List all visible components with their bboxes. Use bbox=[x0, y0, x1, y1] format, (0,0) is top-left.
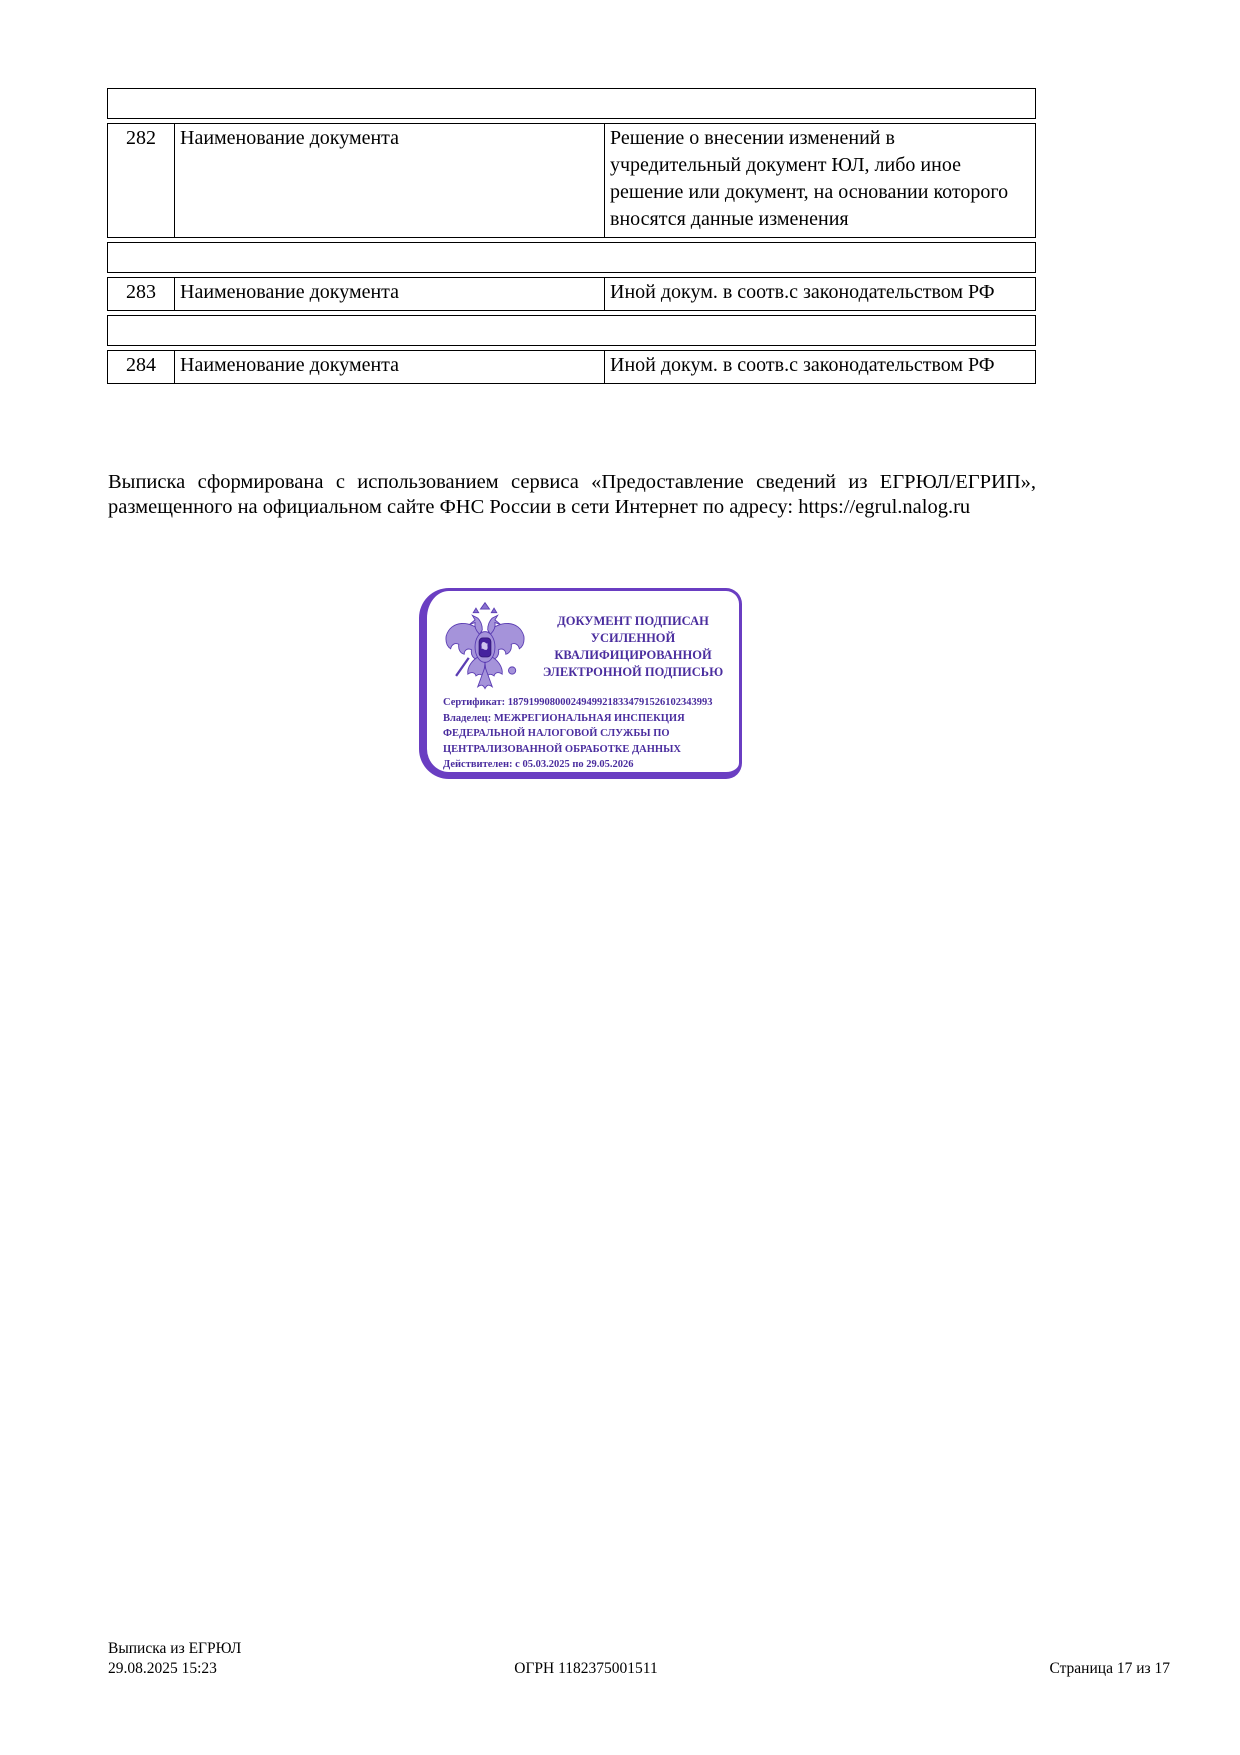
documents-table bbox=[107, 88, 1036, 384]
owner-label: Владелец: bbox=[443, 712, 492, 724]
stamp-title bbox=[531, 613, 731, 681]
table-row bbox=[107, 277, 1036, 311]
row-label: Наименование документа bbox=[174, 278, 604, 310]
footer-doc-name: Выписка из ЕГРЮЛ bbox=[108, 1640, 242, 1657]
validity-value: с 05.03.2025 по 29.05.2026 bbox=[515, 759, 634, 770]
russian-coat-of-arms-icon bbox=[439, 600, 531, 694]
table-separator-row bbox=[107, 242, 1036, 273]
stamp-details bbox=[439, 695, 731, 773]
validity-label: Действителен: bbox=[443, 759, 513, 770]
stamp-title-line3: ЭЛЕКТРОННОЙ ПОДПИСЬЮ bbox=[542, 665, 724, 679]
footer-page-number: Страница 17 из 17 bbox=[1049, 1660, 1170, 1677]
certificate-line bbox=[443, 695, 731, 711]
row-number: 282 bbox=[126, 127, 156, 149]
table-row bbox=[107, 350, 1036, 384]
footer-ogrn: ОГРН 1182375001511 bbox=[514, 1660, 658, 1677]
intro-paragraph: Выписка сформирована с использованием сервиса «Предоставление сведений из ЕГРЮЛ/ЕГРИП», размещенного на официальном сайте ФНС России в сети Интернет по адресу: https://egrul.nalog.ru bbox=[108, 471, 1036, 518]
stamp-title-line2: УСИЛЕННОЙ КВАЛИФИЦИРОВАННОЙ bbox=[554, 631, 712, 662]
table-row bbox=[107, 123, 1036, 238]
certificate-label: Сертификат: bbox=[443, 697, 506, 708]
table-separator-row bbox=[107, 315, 1036, 346]
stamp-top-section bbox=[439, 600, 731, 694]
row-value: Иной докум. в соотв.с законодательством РФ bbox=[604, 351, 1035, 383]
row-number: 283 bbox=[126, 281, 156, 303]
table-separator-row bbox=[107, 88, 1036, 119]
row-label: Наименование документа bbox=[174, 124, 604, 237]
stamp-title-line1: ДОКУМЕНТ ПОДПИСАН bbox=[557, 614, 709, 628]
row-value: Иной докум. в соотв.с законодательством РФ bbox=[604, 278, 1035, 310]
certificate-value: 187919908000249499218334791526102343993 bbox=[507, 697, 713, 708]
row-label: Наименование документа bbox=[174, 351, 604, 383]
owner-value: МЕЖРЕГИОНАЛЬНАЯ ИНСПЕКЦИЯ ФЕДЕРАЛЬНОЙ НАЛОГОВОЙ СЛУЖБЫ ПО ЦЕНТРАЛИЗОВАННОЙ ОБРАБОТКЕ ДАННЫХ bbox=[443, 712, 685, 755]
owner-line bbox=[443, 711, 731, 758]
footer-datetime: 29.08.2025 15:23 bbox=[108, 1660, 217, 1677]
row-value: Решение о внесении изменений в учредительный документ ЮЛ, либо иное решение или документ, на основании которого вносятся данные изменения bbox=[604, 124, 1035, 237]
signature-stamp bbox=[419, 588, 742, 779]
validity-line bbox=[443, 757, 731, 773]
row-number: 284 bbox=[126, 354, 156, 376]
